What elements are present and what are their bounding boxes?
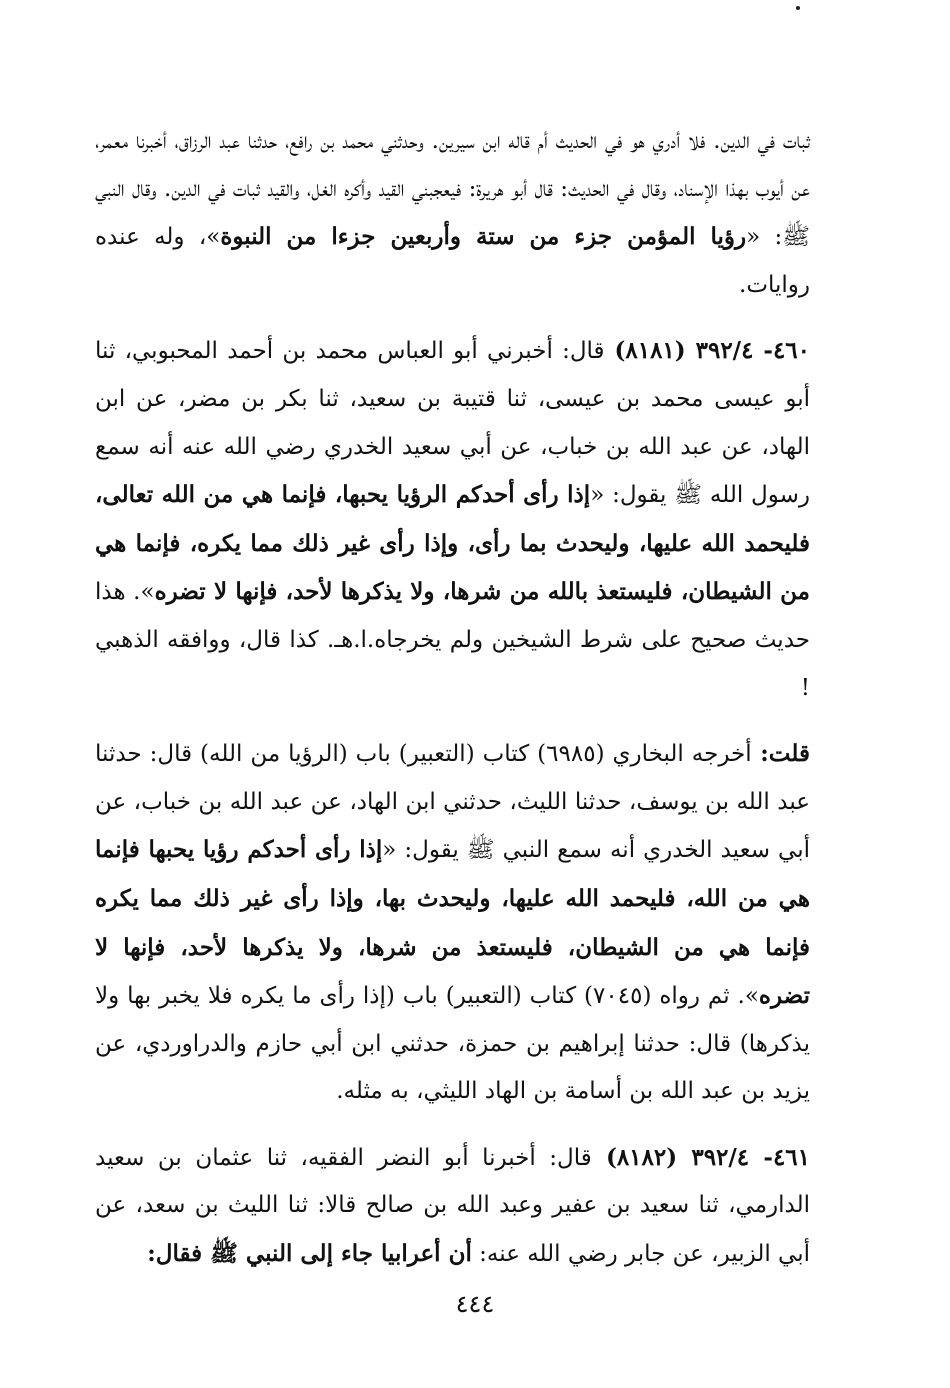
p2-isnad: قال: أخبرني أبو العباس محمد بن أحمد المحبوبي، ثنا أبو عيسى محمد بن عيسى، ثنا قتيبة بن سعيد، ثنا بكر بن مضر، عن ابن الهاد، عن عبد الله بن خباب، عن أبي سعيد الخدري رضي الله عنه أنه سمع رسول الله ﷺ يقول: « — [95, 338, 810, 509]
p2-tail: ». هذا حديث صحيح على شرط الشيخين ولم يخرجاه.ا.هـ. كذا قال، ووافقه الذهبي ! — [95, 579, 810, 701]
page-body — [95, 118, 810, 1279]
p3-hadith-quote: إذا رأى أحدكم رؤيا يحبها فإنما هي من الله، فليحمد الله عليها، وليحدث بها، وإذا رأى غير ذلك مما يكره فإنما هي من الشيطان، فليستعذ من شرها، ولا يذكرها لأحد، فإنها لا تضره — [95, 836, 810, 1010]
entry-number-460: ٤٦٠- ٣٩٢/٤ (٨١٨١) — [604, 337, 811, 365]
p3-text: أخرجه البخاري (٦٩٨٥) كتاب (التعبير) باب (الرؤيا من الله) قال: حدثنا عبد الله بن يوسف، حدثنا الليث، حدثني ابن الهاد، عن عبد الله بن خباب، عن أبي سعيد الخدري أنه سمع النبي ﷺ يقول: « — [95, 741, 810, 864]
paragraph-460 — [95, 327, 810, 712]
p1-hadith-quote: رؤيا المؤمن جزء من ستة وأربعين جزءا من النبوة — [220, 223, 747, 251]
paragraph-461 — [95, 1134, 810, 1279]
p4-matn: أن أعرابيا جاء إلى النبي ﷺ فقال: — [147, 1240, 472, 1268]
page-number: ٤٤٤ — [455, 1290, 495, 1318]
p2-hadith-quote: إذا رأى أحدكم الرؤيا يحبها، فإنما هي من الله تعالى، فليحمد الله عليها، وليحدث بما رأى، وإذا رأى غير ذلك مما يكره، فإنما هي من الشيطان، فليستعذ بالله من شرها، ولا يذكرها لأحد، فإنها لا تضره — [95, 481, 810, 606]
paragraph-comment — [95, 730, 810, 1116]
top-edge-mark — [796, 6, 800, 10]
p4-isnad: قال: أخبرنا أبو النضر الفقيه، ثنا عثمان بن سعيد الدارمي، ثنا سعيد بن عفير وعبد الله بن صالح قالا: ثنا الليث بن سعد، عن أبي الزبير، عن جابر رضي الله عنه: — [95, 1144, 810, 1268]
p1-text: ثبات في الدين. فلا أدري هو في الحديث أم قاله ابن سيرين. وحدثني محمد بن رافع، حدثنا عبد الرزاق، أخبرنا معمر، عن أيوب بهذا الإسناد، وقال في الحديث: قال أبو هريرة: فيعجبني القيد وأكره الغل، والقيد ثبات في الدين. وقال النبي ﷺ: « — [95, 128, 810, 251]
p1-tail: »، وله عنده روايات. — [95, 224, 810, 298]
p3-tail: ». ثم رواه (٧٠٤٥) كتاب (التعبير) باب (إذا رأى ما يكره فلا يخبر بها ولا يذكرها) قال: حدثنا إبراهيم بن حمزة، حدثني ابن أبي حازم والدراوردي، عن يزيد بن عبد الله بن أسامة بن الهاد الليثي، به مثله. — [95, 983, 810, 1105]
paragraph-1 — [95, 118, 810, 309]
entry-number-461: ٤٦١- ٣٩٢/٤ (٨١٨٢) — [591, 1143, 810, 1171]
comment-label: قلت: — [751, 740, 810, 768]
